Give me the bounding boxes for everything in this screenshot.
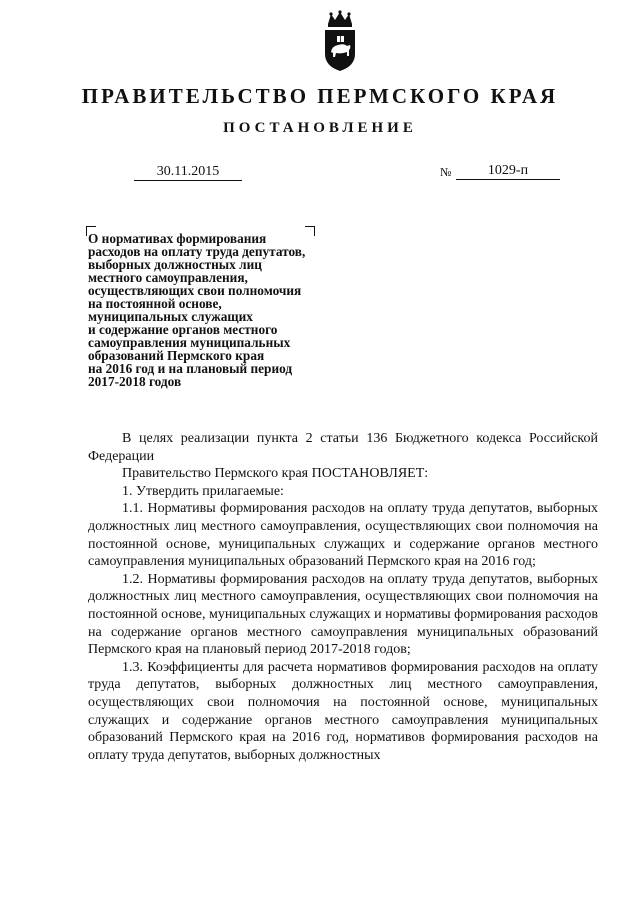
subject-line: выборных должностных лиц — [88, 257, 262, 272]
subject-line: расходов на оплату труда депутатов, — [88, 244, 306, 259]
subject-line: и содержание органов местного — [88, 322, 278, 337]
authority-title: ПРАВИТЕЛЬСТВО ПЕРМСКОГО КРАЯ — [81, 84, 559, 108]
body-paragraph: Правительство Пермского края ПОСТАНОВЛЯЕТ: — [122, 466, 429, 482]
subject-line: на 2016 год и на плановый период — [88, 361, 293, 376]
document-number: 1029-п — [456, 163, 560, 180]
document-date: 30.11.2015 — [134, 164, 242, 181]
subject-line: О нормативах формирования — [88, 231, 267, 246]
subject-line: на постоянной основе, — [88, 296, 222, 311]
body-paragraph: 1.2. Нормативы формирования расходов на оплату труда депутатов, выборных должностных лиц местного самоуправления, осуществляющих свои полномочия на постоянной основе, муниципальных служащих и нормативы формирования расходов на содержание органов местного самоуправления муниципальных образований Пермского края на плановый период 2017-2018 годов; — [88, 571, 598, 658]
body-paragraph: 1. Утвердить прилагаемые: — [122, 483, 284, 499]
subject-line: муниципальных служащих — [88, 309, 253, 324]
document-type: ПОСТАНОВЛЕНИЕ — [223, 120, 417, 136]
number-sign: № — [440, 165, 452, 179]
subject-line: самоуправления муниципальных — [88, 335, 291, 350]
subject-line: осуществляющих свои полномочия — [88, 283, 302, 298]
body-paragraph: 1.1. Нормативы формирования расходов на оплату труда депутатов, выборных должностных лиц местного самоуправления, осуществляющих свои полномочия на постоянной основе, муниципальных служащих и содержание органов местного самоуправления муниципальных образований Пермского края на 2016 год; — [88, 501, 598, 570]
subject-line: местного самоуправления, — [88, 270, 248, 285]
coat-of-arms-icon — [322, 10, 358, 72]
body-paragraph: В целях реализации пункта 2 статьи 136 Бюджетного кодекса Российской Федерации — [88, 431, 598, 464]
document-subject — [88, 232, 348, 388]
document-body — [88, 430, 598, 764]
body-paragraph: 1.3. Коэффициенты для расчета нормативов формирования расходов на оплату труда депутатов, выборных должностных лиц местного самоуправления, осуществляющих свои полномочия на постоянной основе, муниципальных служащих и содержание органов местного самоуправления муниципальных образований Пермского края на 2016 год, нормативов формирования расходов на оплату труда депутатов, выборных должностных — [88, 659, 598, 763]
subject-line: 2017-2018 годов — [88, 374, 182, 389]
subject-line: образований Пермского края — [88, 348, 265, 363]
